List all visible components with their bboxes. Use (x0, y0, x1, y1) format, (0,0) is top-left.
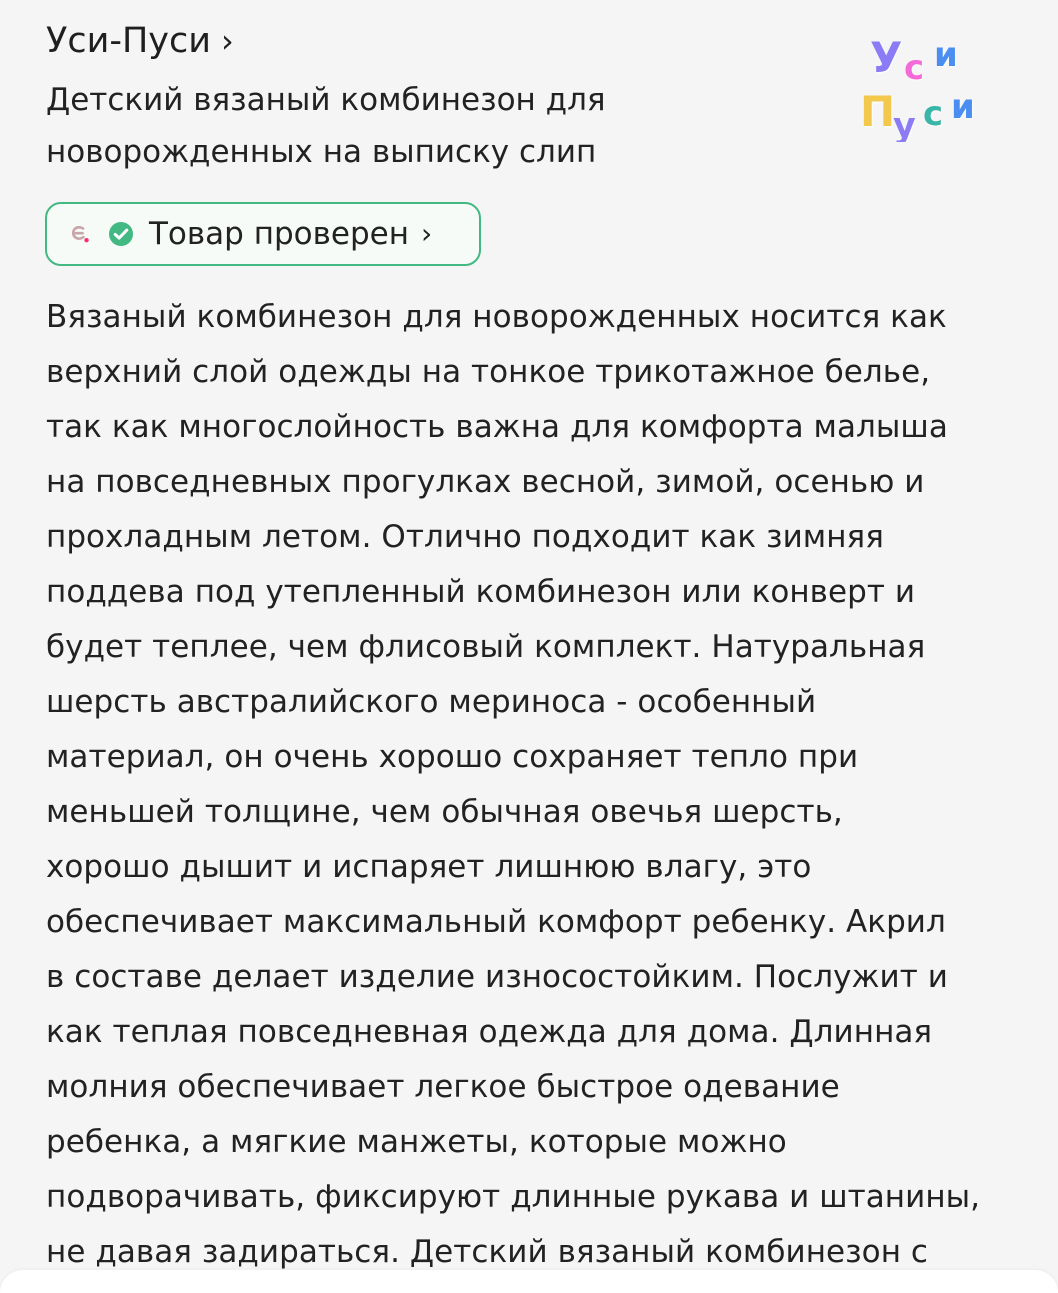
description-line: будет теплее, чем флисовый комплект. Натуральная (46, 629, 926, 665)
chevron-right-icon: › (420, 217, 433, 250)
logo-letter-s: с (904, 48, 925, 88)
logo-letter-i-top: и (934, 35, 958, 75)
description-line: не давая задираться. Детский вязаный комбинезон с (46, 1234, 929, 1270)
product-title (46, 74, 806, 178)
description-line: так как многослойность важна для комфорта малыша (46, 409, 948, 445)
logo-letter-s-bottom: с (923, 94, 944, 134)
description-line: материал, он очень хорошо сохраняет тепло при (46, 739, 859, 775)
description-line: верхний слой одежды на тонкое трикотажное белье, (46, 354, 931, 390)
brand-logo-graphic (852, 24, 984, 142)
product-title-line: Детский вязаный комбинезон для (46, 82, 606, 118)
description-line: прохладным летом. Отлично подходит как зимняя (46, 519, 884, 555)
description-line: меньшей толщине, чем обычная овечья шерсть, (46, 794, 843, 830)
description-line: на повседневных прогулках весной, зимой, осенью и (46, 464, 925, 500)
brand-logo[interactable] (852, 24, 984, 142)
bottom-sheet-edge (0, 1270, 1058, 1293)
brand-name[interactable]: Уси-Пуси (46, 21, 211, 61)
description-line: Вязаный комбинезон для новорожденных носится как (46, 299, 947, 335)
brand-link[interactable] (46, 18, 234, 64)
chevron-right-icon: › (220, 22, 234, 60)
description-line: молния обеспечивает легкое быстрое одевание (46, 1069, 840, 1105)
product-description (46, 290, 1036, 1280)
verified-check-icon (107, 220, 135, 248)
description-line: в составе делает изделие износостойким. Послужит и (46, 959, 948, 995)
logo-letter-u-small: у (893, 106, 916, 142)
logo-letter-i-bottom: и (951, 87, 975, 127)
description-line: шерсть австралийского мериноса - особенный (46, 684, 817, 720)
verified-badge-label[interactable]: Товар проверен (149, 216, 409, 252)
product-title-line: новорожденных на выписку слип (46, 134, 597, 170)
description-line: хорошо дышит и испаряет лишнюю влагу, это (46, 849, 812, 885)
product-header (46, 18, 806, 178)
description-line: как теплая повседневная одежда для дома. Длинная (46, 1014, 933, 1050)
logo-letter-p: П (860, 87, 896, 136)
description-line: подворачивать, фиксируют длинные рукава и штанины, (46, 1179, 981, 1215)
verified-product-badge[interactable] (45, 202, 481, 266)
marketplace-e-icon (65, 220, 93, 248)
description-line: ребенка, а мягкие манжеты, которые можно (46, 1124, 787, 1160)
description-line: поддева под утепленный комбинезон или конверт и (46, 574, 916, 610)
description-line: обеспечивает максимальный комфорт ребенку. Акрил (46, 904, 946, 940)
logo-letter-u: У (870, 33, 903, 82)
